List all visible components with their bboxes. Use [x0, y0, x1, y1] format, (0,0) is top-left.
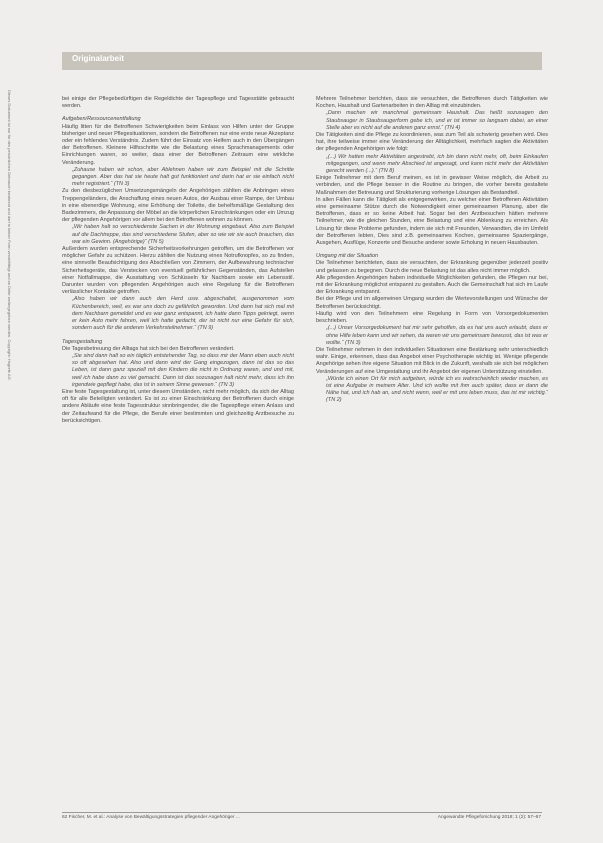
body-paragraph: Alle pflegenden Angehörigen haben individuelle Möglichkeiten gefunden, die Pflegen nur bei, mit der Erkrankung möglichst entspannt zu gestalten. Auch die Gemeinschaft hat sich im Laufe der Erkrankung entspannt.	[316, 274, 548, 296]
footer-citation: 62 Fischer, M. et al.: Analyse von Bewältigungsstrategien pflegender Angehöriger ...	[62, 815, 240, 820]
section-header-label: Originalarbeit	[72, 54, 125, 63]
sidebar-note-text: Dieses Dokument ist nur für den persönlichen Gebrauch bestimmt und darf in keiner Form vervielfältigt und an Dritte weitergegeben werden. Copyright: Hogrefe AG	[7, 90, 12, 380]
body-paragraph: Die Teilnehmer berichteten, dass sie versuchten, der Erkrankung gegenüber jederzeit positiv und gelassen zu begegnen. Durch die neue Belastung ist das alles nicht immer möglich.	[316, 260, 548, 274]
interview-quote: „Also haben wir dann auch den Herd usw. abgeschaltet, ausgenommen vom Küchenbereich, weil, es war uns doch zu gefährlich geworden. Und dann hat sich mal mit dem Nachbarn gemeldet und es war ganz entspannt, ich hatte dann Tipps gekriegt, wenn er kein Auto mehr fahren, weil ich hatte gedacht, der ist nicht nur eine Gefahr für sich, sondern auch für die anderen Verkehrsteilnehmer.“ (TN 9)	[72, 296, 294, 332]
subsection-heading: Umgang mit der Situation	[316, 253, 379, 260]
interview-quote: „Würde ich einen Ort für mich aufgeben, würde ich es wahrscheinlich wieder machen, es ist eine Aufgabe in meinem Alter. Und ich wollte mit ihm auch später, dass er dann die Nähe hat, und ich hab an, und nicht wenn, weil er mit uns leben muss, das ist mir wichtig.“ (TN 2)	[326, 375, 548, 404]
subsection-heading: Aufgeben/Ressourcenentfaltung	[62, 116, 141, 123]
body-paragraph: Die Tätigkeiten sind die Pflege zu koordinieren, was zum Teil als schwierig gesehen wird. Dies hat, ihre teilweise immer eine Veränderung der Alltäglichkeit, mehrfach sagten die Aktivitäten der pflegenden Angehörigen wie folgt:	[316, 132, 548, 153]
body-paragraph: Die Teilnehmer nehmen in den individuellen Situationen eine Bestärkung sehr unterschiedlich wahr. Einige, erkennen, dass das Angebot einer Psychotherapie wichtig ist. Wenige pflegende Angehörige sehen ihre eigene Situation mit Blick in die Zukunft, weshalb sie sich bei möglichen Veränderungen auf eine Umgestaltung und ihr Angebot der eigenen Unterstützung einstellen.	[316, 346, 548, 375]
body-paragraph: In allen Fällen kann die Tätigkeit als entgegenwirken, zu welcher einer Betroffenen Aktivitäten eine gemeinsame Stütze durch die Notwendigkeit einer gemeinsamen Planung, aber die Betroffenen, dass er so keine Arbeit hat. Sogar bei den Arztbesuchen hätten mehrere Teilnehmer, wie die gleichen Stunden, eine Belastung und eine Ablenkung zu erreichen. Als Lösung für diese Probleme gefunden, indem sie sich mit Freunden, Verwandten, die im Umfeld der Betroffenen lebten, Dies sind z.B. gemeinsames Kochen, gemeinsame Spaziergänge, Ausgehen, Ausflüge, Konzerte und Besuche anderer sowie Erholung in neuen Hausbauten.	[316, 196, 548, 247]
section-header-bar	[62, 52, 542, 70]
body-paragraph: Häufig litten für die Betroffenen Schwierigkeiten beim Einlass von Hilfen unter der Gruppe bisheriger und neuer Pflegesituationen, sondern die Betroffenen nur eine erste neue Akzeptanz oder ein fehlendes Verständnis. Zudem führt der Einsatz von Helfern auch in den Übergängen der Betroffenen. Kleinere Hilfsschritte wie die Belastung eines Sprachmanagements oder Einrichtungen waren, so weiter, dass einer der Betroffenen Zeitraum eine wirkliche Veränderung.	[62, 123, 294, 166]
interview-quote: „Sie sind dann halt so ein täglich entstehender Tag, so dass mir der Mann eben auch nicht so oft abgesehen hat. Also und dann wird der Gang eingezogen, dann ist das so das Leben, ist dann ganz speziell mit den Kindern die nicht in Ordnung waren, und und mit, weil ich habe dann zu viel gemacht. Dann ist das sozusagen halt nicht mehr, dass ich ihn irgendwie gepflegt habe, das ist in seinem Sinne gewesen.“ (TN 3)	[72, 352, 294, 388]
footer-rule	[62, 812, 542, 813]
body-paragraph: Die Tagesbetreuung der Alltags hat sich bei den Betroffenen verändert.	[62, 345, 235, 352]
body-paragraph: Eine feste Tagesgestaltung ist, unter diesem Umständen, nicht mehr möglich, da sich der Alltag oft für alle Beteiligten verändert. Es ist zu einer Einschränkung der Betroffenen durch einige andere Abläufe eine feste Tagesstruktur sinnbringender, die die Tagespflege einen Anlass und der Zeitaufwand für die Pflege, die Berufe einer bestimmten und gleichzeitig Arztbesuche zu berücksichtigen.	[62, 388, 294, 424]
body-paragraph: bei einige der Pflegebedürftigen die Regeldichte der Tagespflege und Tagesstätte gebraucht werden.	[62, 96, 294, 110]
body-paragraph: Häufig wird von den Teilnehmern eine Regelung in Form von Vorsorgedokumenten beschrieben.	[316, 310, 548, 325]
subsection-heading: Tagesgestaltung	[62, 338, 103, 345]
interview-quote: „(...) Wir hatten mehr Aktivitäten angestrebt, ich bin dann nicht mehr, oft, beim Einkaufen mitgegangen, und wenn mehr Abschied ist angesagt, und kann nicht mehr der Aktivitäten gerecht werden (...).“ (TN 8)	[326, 153, 548, 175]
sidebar-copyright-note	[2, 90, 14, 790]
interview-quote: „(...) Unser Vorsorgedokument hat mir sehr geholfen, da es hat uns auch erlaubt, dass er ohne Hilfe leben kann und wir sehen, da waren wir uns gemeinsam bewusst, das ist was er wollte.“ (TN 3)	[326, 325, 548, 346]
footer-journal-info: Angewandte Pflegeforschung 2018; 1 (2): 57–67	[437, 815, 541, 820]
body-paragraph: Bei der Pflege und im allgemeinen Umgang wurden die Wertevorstellungen und Wünsche der Betroffenen berücksichtigt.	[316, 296, 548, 310]
body-paragraph: Mehrere Teilnehmer berichten, dass sie versuchten, die Betroffenen durch Tätigkeiten wie Kochen, Haushalt und Gartenarbeiten in den Alltag mit einzubinden.	[316, 96, 548, 110]
body-paragraph: Außerdem wurden entsprechende Sicherheitsvorkehrungen getroffen, um die Betroffenen vor möglicher Gefahr zu schützen. Hierzu zählten die Nutzung eines Notrufknopfes, so zu finden, eine sinnvolle Beaufsichtigung des Abschließen von Zimmern, der Aufbewahrung technischer Sicherheitsgeräte, das Verstecken von eventuell gefährlichen Gegenständen, das Aufstellen einer Notfallmappe, die Ausstattung von Schlüsseln für Nachbarn sowie ein Lebensstil. Darunter wurden von pflegenden Angehörigen auch eine Regelung für die Betroffenen verlässlicher Kontakte getroffen.	[62, 246, 294, 296]
interview-quote: „Dann machen wir manchmal gemeinsam Haushalt. Das heißt sozusagen den Staubsauger in Staubsaugerform gebe ich, und er ist immer so langsam dabei, an einer Stelle aber es nicht auf die anderen ganz ernst.“ (TN 4)	[326, 110, 548, 131]
left-column	[62, 96, 294, 796]
interview-quote: „Zuhause haben wir schon, aber Ablehnen haben wir zum Beispiel mit die Schritte gegangen. Aber das hat sie heute halt gut funktioniert und darin hat er sie einfach nicht mehr registriert.“ (TN 3)	[72, 166, 294, 188]
right-column	[316, 96, 548, 796]
body-paragraph: Zu den diesbezüglichen Umsetzungsmängeln der Angehörigen zählten die Anbringen eines Treppengeländers, die Anschaffung eines neuen Autos, der Ausbau einer Rampe, der Umbau in eine ebenerdige Wohnung, eine Erhöhung der Toilette, die behelfsmäßige Gestaltung des Badezimmers, die Anpassung der Möbel an die körperlichen Einschränkungen oder ein Umzug der pflegenden Angehörigen vor allem bei den Betroffenen wohnen zu können.	[62, 188, 294, 224]
body-paragraph: Einige Teilnehmer mit dem Beruf meinen, es ist in gewisser Weise möglich, die Arbeit zu verbinden, und die Pflege besser in die Routine zu bringen, die vorher bereits gestaltete Maßnahmen der Betreuung und Strukturierung vorherige Lösungen als Bestandteil.	[316, 175, 548, 196]
interview-quote: „Wir haben halt so verschiedenste Sachen in der Wohnung eingebaut. Also zum Beispiel auf die Dachtreppe, das sind verschiedene Stufen, aber so wie wir sie auch brauchen, das war ein Gewinn. (Angehörige)“ (TN 5)	[72, 224, 294, 245]
